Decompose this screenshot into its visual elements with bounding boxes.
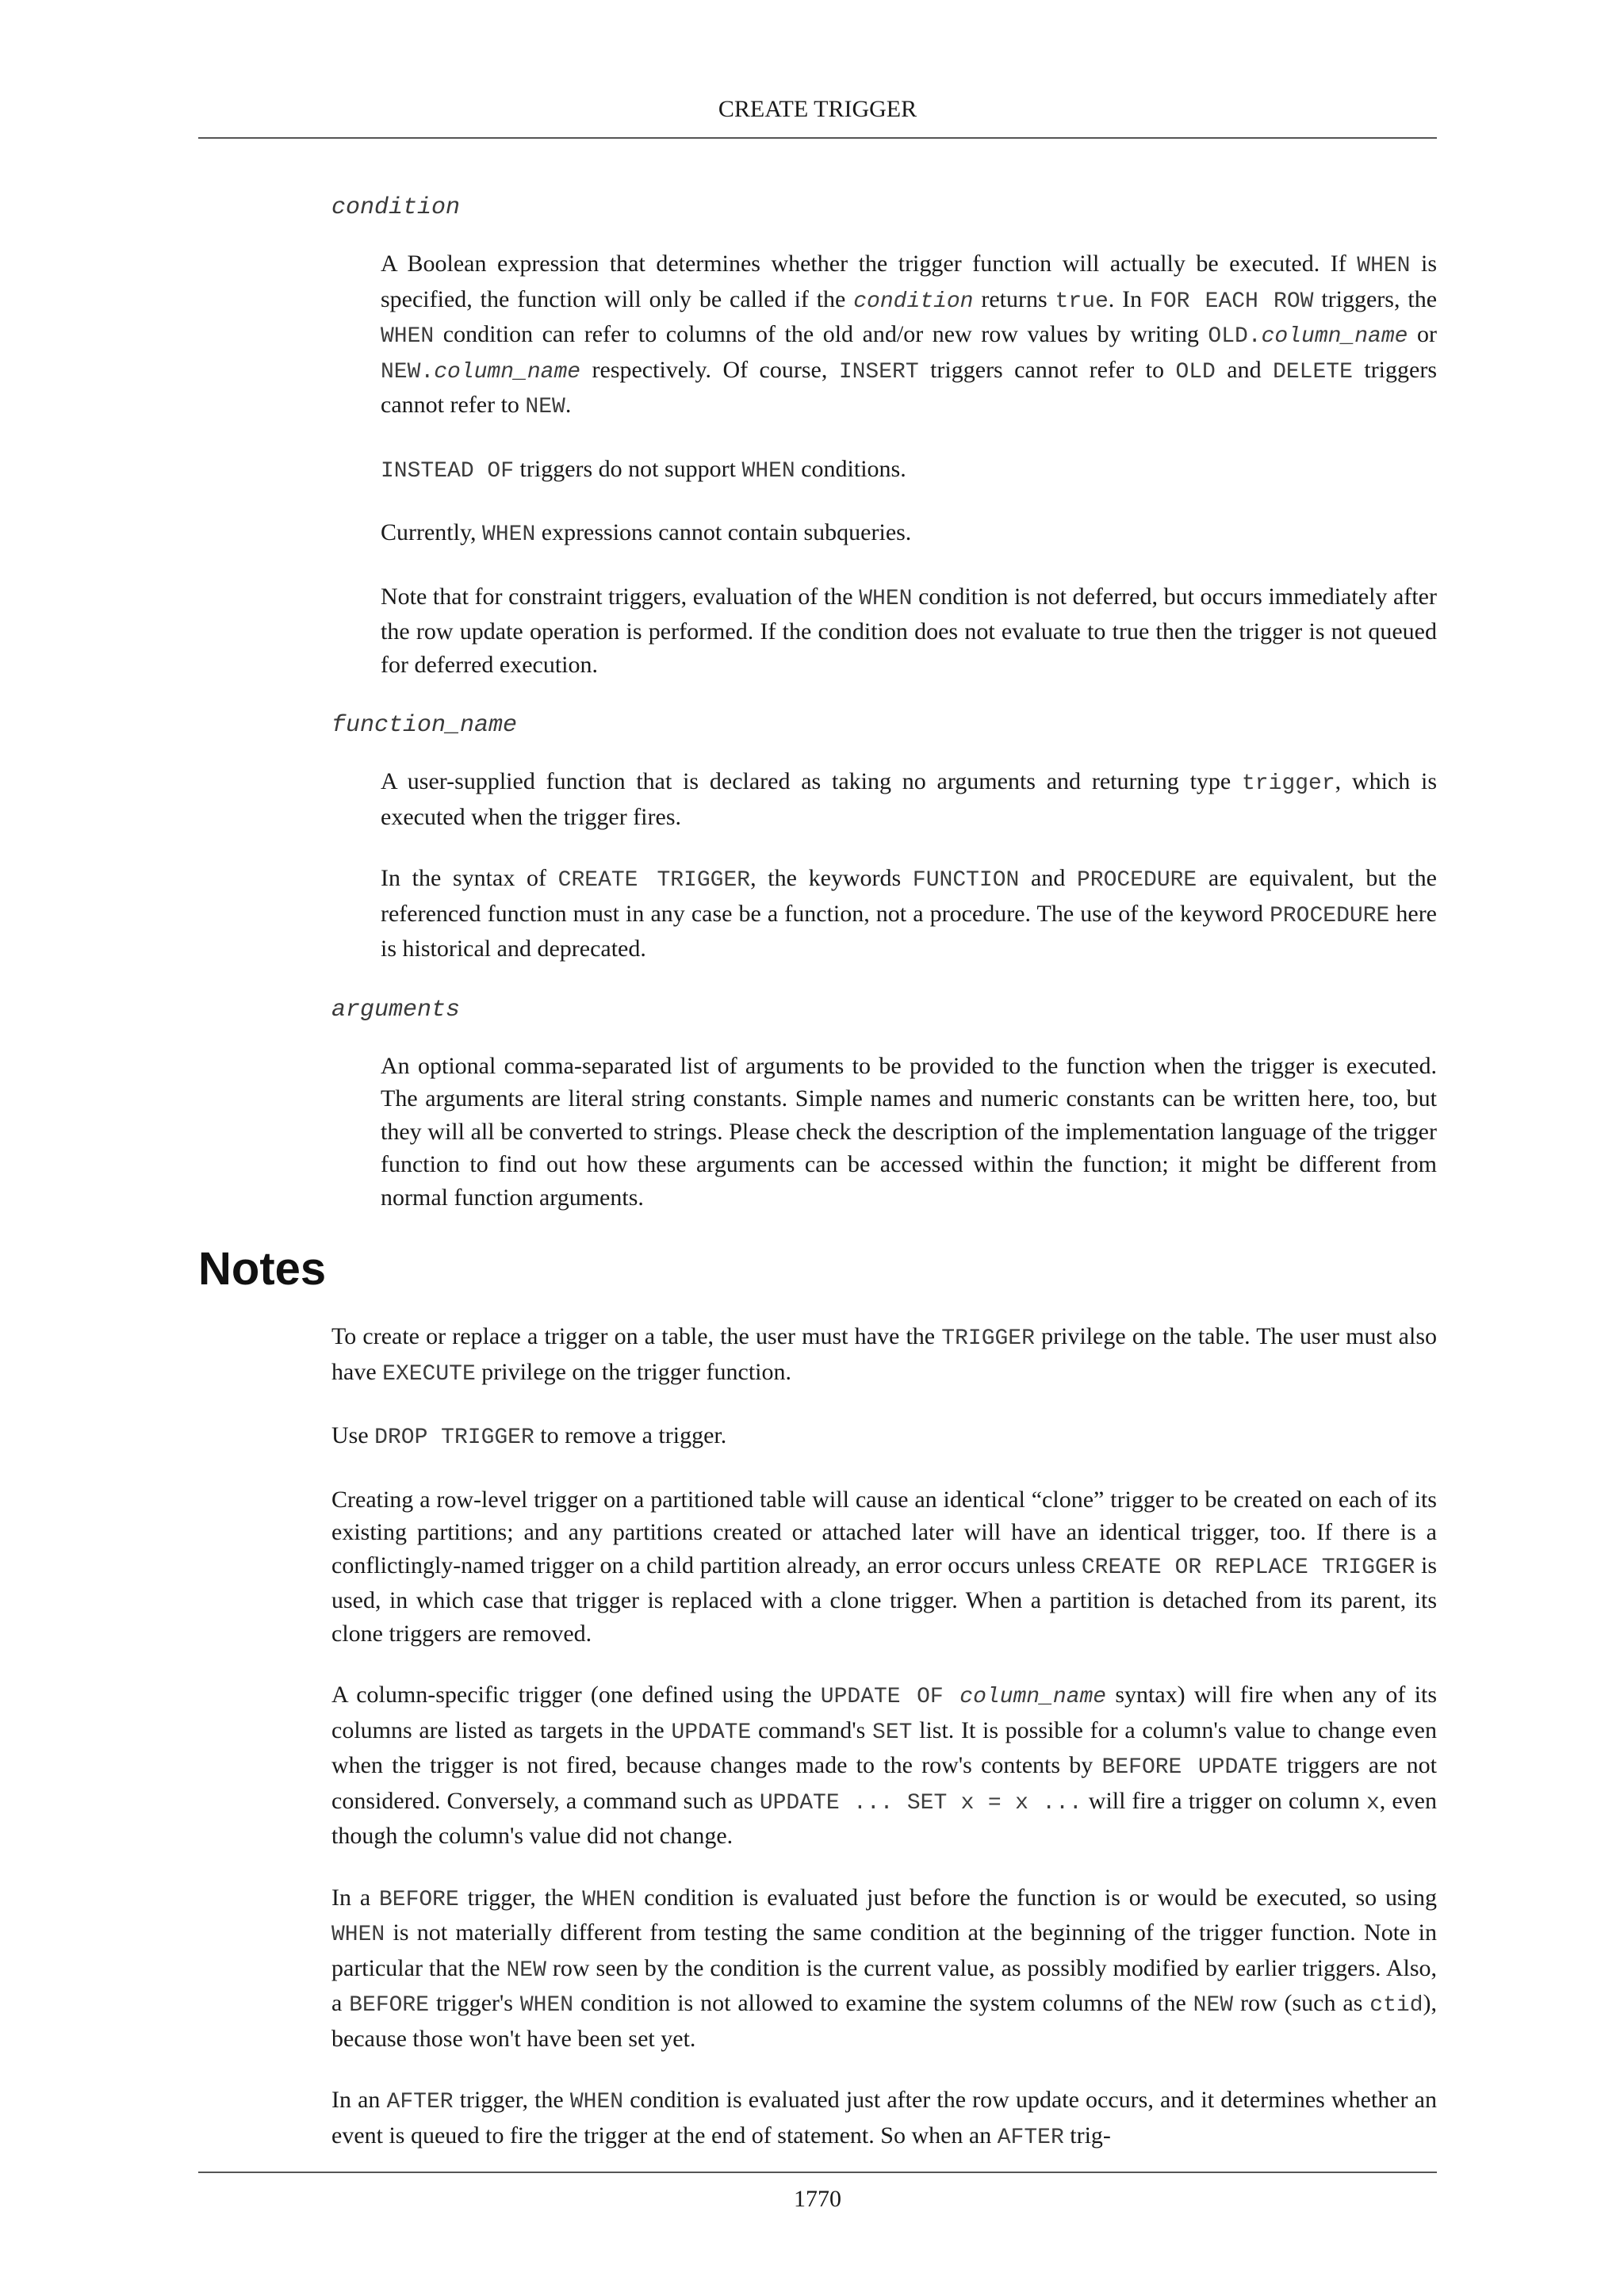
param-description-arguments [381,1050,1437,1215]
code-literal: FOR EACH ROW [1150,289,1314,314]
code-replaceable: column_name [959,1685,1107,1709]
param-term-function-name: function_name [331,712,518,739]
code-literal: WHEN [331,1923,385,1947]
page-number: 1770 [794,2186,841,2212]
paragraph: To create or replace a trigger on a table, the user must have the TRIGGER privilege on the table. The user must also have EXECUTE privilege on the trigger function. [331,1323,1437,1387]
paragraph: In the syntax of CREATE TRIGGER, the keywords FUNCTION and PROCEDURE are equivalent, but the referenced function must in any case be a function, not a procedure. The use of the keyword PROCEDURE here is historical and deprecated. [381,865,1437,962]
paragraph: In an AFTER trigger, the WHEN condition is evaluated just after the row update occurs, and it determines whether an event is queued to fire the trigger at the end of statement. So when an AFTER trig- [331,2087,1437,2150]
code-literal: ctid [1369,1993,1423,2018]
page-body [0,192,1624,2183]
code-literal: UPDATE OF [820,1685,960,1709]
code-literal: FUNCTION [912,868,1020,893]
section-heading-notes: Notes [198,1243,327,1295]
code-literal: DROP TRIGGER [374,1425,534,1450]
code-literal: AFTER [997,2125,1064,2150]
code-literal: WHEN [741,458,795,484]
code-literal: EXECUTE [382,1361,476,1387]
code-replaceable: column_name [434,359,581,385]
code-literal: BEFORE UPDATE [1101,1755,1278,1780]
code-literal: PROCEDURE [1077,868,1197,893]
code-replaceable: condition [853,289,974,314]
header-rule [198,137,1437,139]
code-literal: OLD. [1208,324,1262,349]
code-literal: CREATE TRIGGER [557,868,751,893]
code-literal: BEFORE [349,1993,430,2018]
code-literal: TRIGGER [941,1326,1035,1351]
paragraph: Use DROP TRIGGER to remove a trigger. [331,1422,727,1450]
paragraph: An optional comma-separated list of arguments to be provided to the function when the trigger is executed. The arguments are literal string constants. Simple names and numeric constants can be written here, too, but they will all be converted to strings. Please check the description of the implementation language of the trigger function to find out how these arguments can be accessed within the function; it might be different from normal function arguments. [381,1052,1437,1211]
code-literal: OLD [1175,359,1216,385]
notes-section [331,1320,1437,2154]
param-description-function-name [381,765,1437,966]
code-literal: UPDATE [671,1720,752,1745]
code-literal: WHEN [519,1993,574,2018]
paragraph: Note that for constraint triggers, evaluation of the WHEN condition is not deferred, but occurs immediately after the row update operation is performed. If the condition does not evaluate to true then the trigger is not queued for deferred execution. [381,583,1437,678]
param-description-condition [381,247,1437,681]
code-literal: CREATE OR REPLACE TRIGGER [1081,1555,1415,1580]
paragraph: A Boolean expression that determines whether the trigger function will actually be executed. If WHEN is specified, the function will only be called if the condition returns true. In FOR EACH ROW triggers, the WHEN condition can refer to columns of the old and/or new row values by writing OLD.column_name or NEW.column_name respectively. Of course, INSERT triggers cannot refer to OLD and DELETE triggers cannot refer to NEW. [381,251,1438,419]
code-literal: AFTER [386,2090,454,2114]
code-literal: NEW. [381,359,435,385]
param-term-condition: condition [331,194,461,221]
code-literal: WHEN [1357,254,1411,278]
code-literal: x [1365,1790,1380,1816]
paragraph: A column-specific trigger (one defined using the UPDATE OF column_name syntax) will fire when any of its columns are listed as targets in the UPDATE command's SET list. It is possible for a column's value to change even when the trigger is not fired, because changes made to the row's contents by BEFORE UPDATE triggers are not considered. Conversely, a command such as UPDATE ... SET x = x ... will fire a trigger on column x, even though the column's value did not change. [331,1682,1437,1849]
code-literal: NEW [1193,1993,1234,2018]
code-literal: UPDATE ... SET x = x ... [759,1790,1082,1816]
code-literal: true [1055,289,1109,314]
code-literal: BEFORE [378,1887,459,1912]
code-literal: DELETE [1273,359,1353,385]
paragraph: Creating a row-level trigger on a partitioned table will cause an identical “clone” trigger to be created on each of its existing partitions; and any partitions created or attached later will have an identical trigger, too. If there is a conflictingly-named trigger on a child partition already, an error occurs unless CREATE OR REPLACE TRIGGER is used, in which case that trigger is replaced with a clone trigger. When a partition is detached from its parent, its clone triggers are removed. [331,1486,1438,1647]
code-literal: WHEN [381,324,435,349]
code-literal: PROCEDURE [1270,903,1390,928]
code-literal: WHEN [859,586,913,611]
code-literal: INSERT [838,359,919,385]
code-literal: SET [872,1720,913,1745]
param-term-arguments: arguments [331,996,461,1024]
code-literal: WHEN [582,1887,636,1912]
footer-rule [198,2172,1437,2173]
running-header: CREATE TRIGGER [718,96,917,122]
code-literal: WHEN [569,2090,624,2114]
paragraph: In a BEFORE trigger, the WHEN condition is evaluated just before the function is or would be executed, so using WHEN is not materially different from testing the same condition at the beginning of the trigger function. Note in particular that the NEW row seen by the condition is the current value, as possibly modified by earlier triggers. Also, a BEFORE trigger's WHEN condition is not allowed to examine the system columns of the NEW row (such as ctid), because those won't have been set yet. [331,1884,1437,2052]
code-literal: NEW [525,395,565,419]
code-literal: INSTEAD OF [381,458,515,484]
paragraph: INSTEAD OF triggers do not support WHEN conditions. [381,455,906,484]
code-literal: NEW [506,1957,546,1983]
paragraph: A user-supplied function that is declared as taking no arguments and returning type trigger, which is executed when the trigger fires. [381,768,1437,830]
code-literal: WHEN [482,522,536,547]
code-literal: trigger [1242,771,1335,796]
paragraph: Currently, WHEN expressions cannot contain subqueries. [381,519,912,547]
code-replaceable: column_name [1261,324,1408,349]
